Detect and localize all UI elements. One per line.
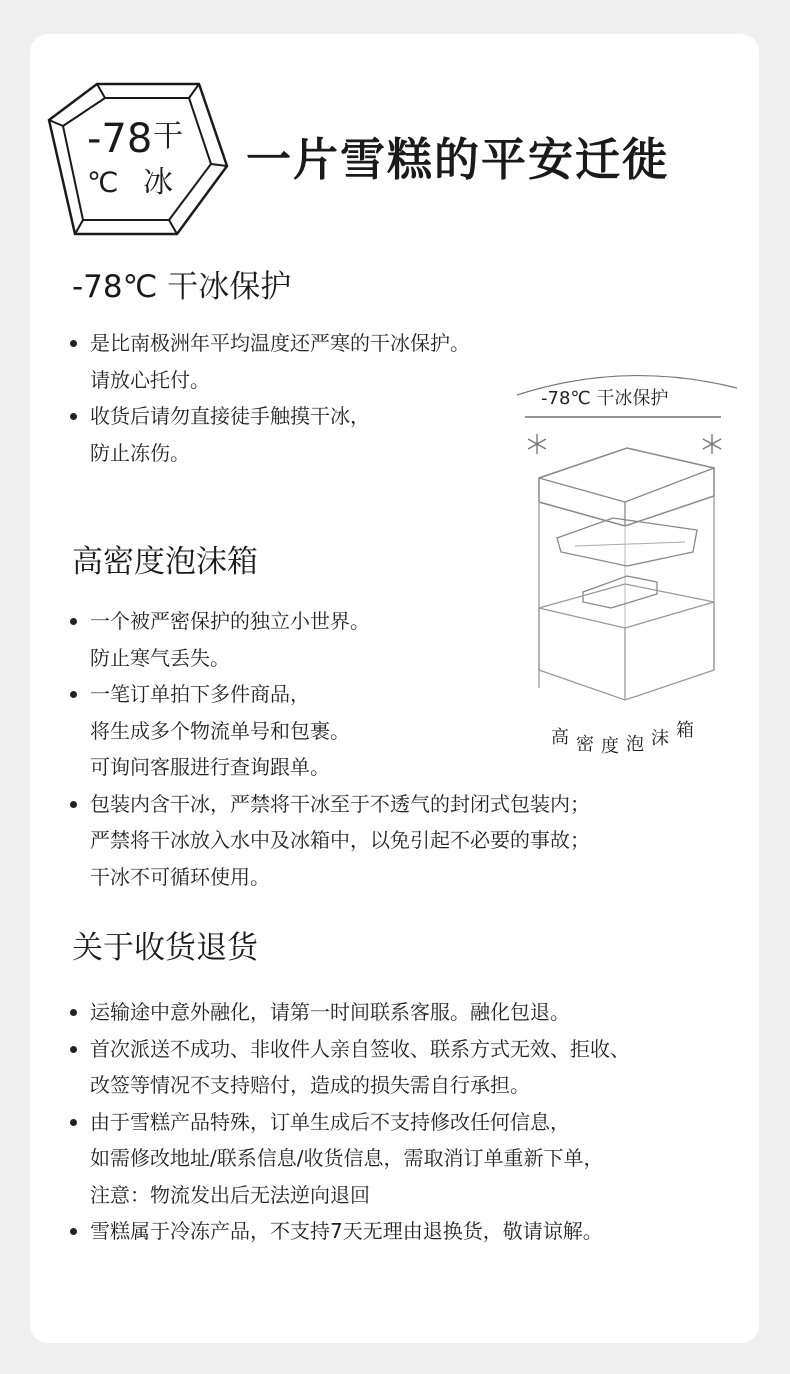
snowflake-icon — [528, 434, 546, 454]
badge-unit: ℃ — [87, 166, 119, 199]
returns-list — [66, 994, 630, 1250]
list-item: 一个被严密保护的独立小世界。 防止寒气丢失。 — [66, 603, 590, 676]
list-item: 运输途中意外融化，请第一时间联系客服。融化包退。 — [66, 994, 630, 1031]
section-heading-returns: 关于收货退货 — [72, 930, 258, 966]
section-heading-dry-ice: -78℃ 干冰保护 — [72, 269, 292, 305]
list-item: 收货后请勿直接徒手触摸干冰， 防止冻伤。 — [66, 398, 470, 471]
list-item: 首次派送不成功、非收件人亲自签收、联系方式无效、拒收、 改签等情况不支持赔付，造成的损失需自行承担。 — [66, 1031, 630, 1104]
badge-temp: -78 — [87, 116, 153, 162]
page-title: 一片雪糕的平安迁徙 — [246, 133, 670, 186]
foam-box-illustration-icon — [515, 370, 745, 760]
list-item: 是比南极洲年平均温度还严寒的干冰保护。 请放心托付。 — [66, 325, 470, 398]
list-item: 一笔订单拍下多件商品， 将生成多个物流单号和包裹。 可询问客服进行查询跟单。 — [66, 676, 590, 786]
illustration-label-char: 沫 — [651, 728, 669, 749]
section-heading-foam-box: 高密度泡沫箱 — [72, 544, 258, 580]
illustration-label-char: 高 — [551, 727, 569, 748]
list-item: 由于雪糕产品特殊，订单生成后不支持修改任何信息， 如需修改地址/联系信息/收货信息，需取消订单重新下单， 注意：物流发出后无法逆向退回 — [66, 1104, 630, 1214]
badge-char-1: 干 — [153, 119, 183, 154]
illustration-label-char: 泡 — [626, 734, 644, 755]
dry-ice-badge-icon — [47, 80, 229, 238]
illustration-label-char: 密 — [576, 734, 594, 755]
dry-ice-list — [66, 325, 470, 471]
illustration-top-label: -78℃ 干冰保护 — [541, 388, 669, 409]
list-item: 雪糕属于冷冻产品，不支持7天无理由退换货，敬请谅解。 — [66, 1213, 630, 1250]
foam-box-list — [66, 603, 590, 895]
list-item: 包装内含干冰，严禁将干冰至于不透气的封闭式包装内； 严禁将干冰放入水中及冰箱中，以免引起不必要的事故； 干冰不可循环使用。 — [66, 786, 590, 896]
illustration-label-char: 度 — [601, 736, 619, 757]
snowflake-icon — [703, 434, 721, 454]
illustration-label-char: 箱 — [676, 720, 694, 741]
badge-char-2: 冰 — [143, 165, 173, 200]
